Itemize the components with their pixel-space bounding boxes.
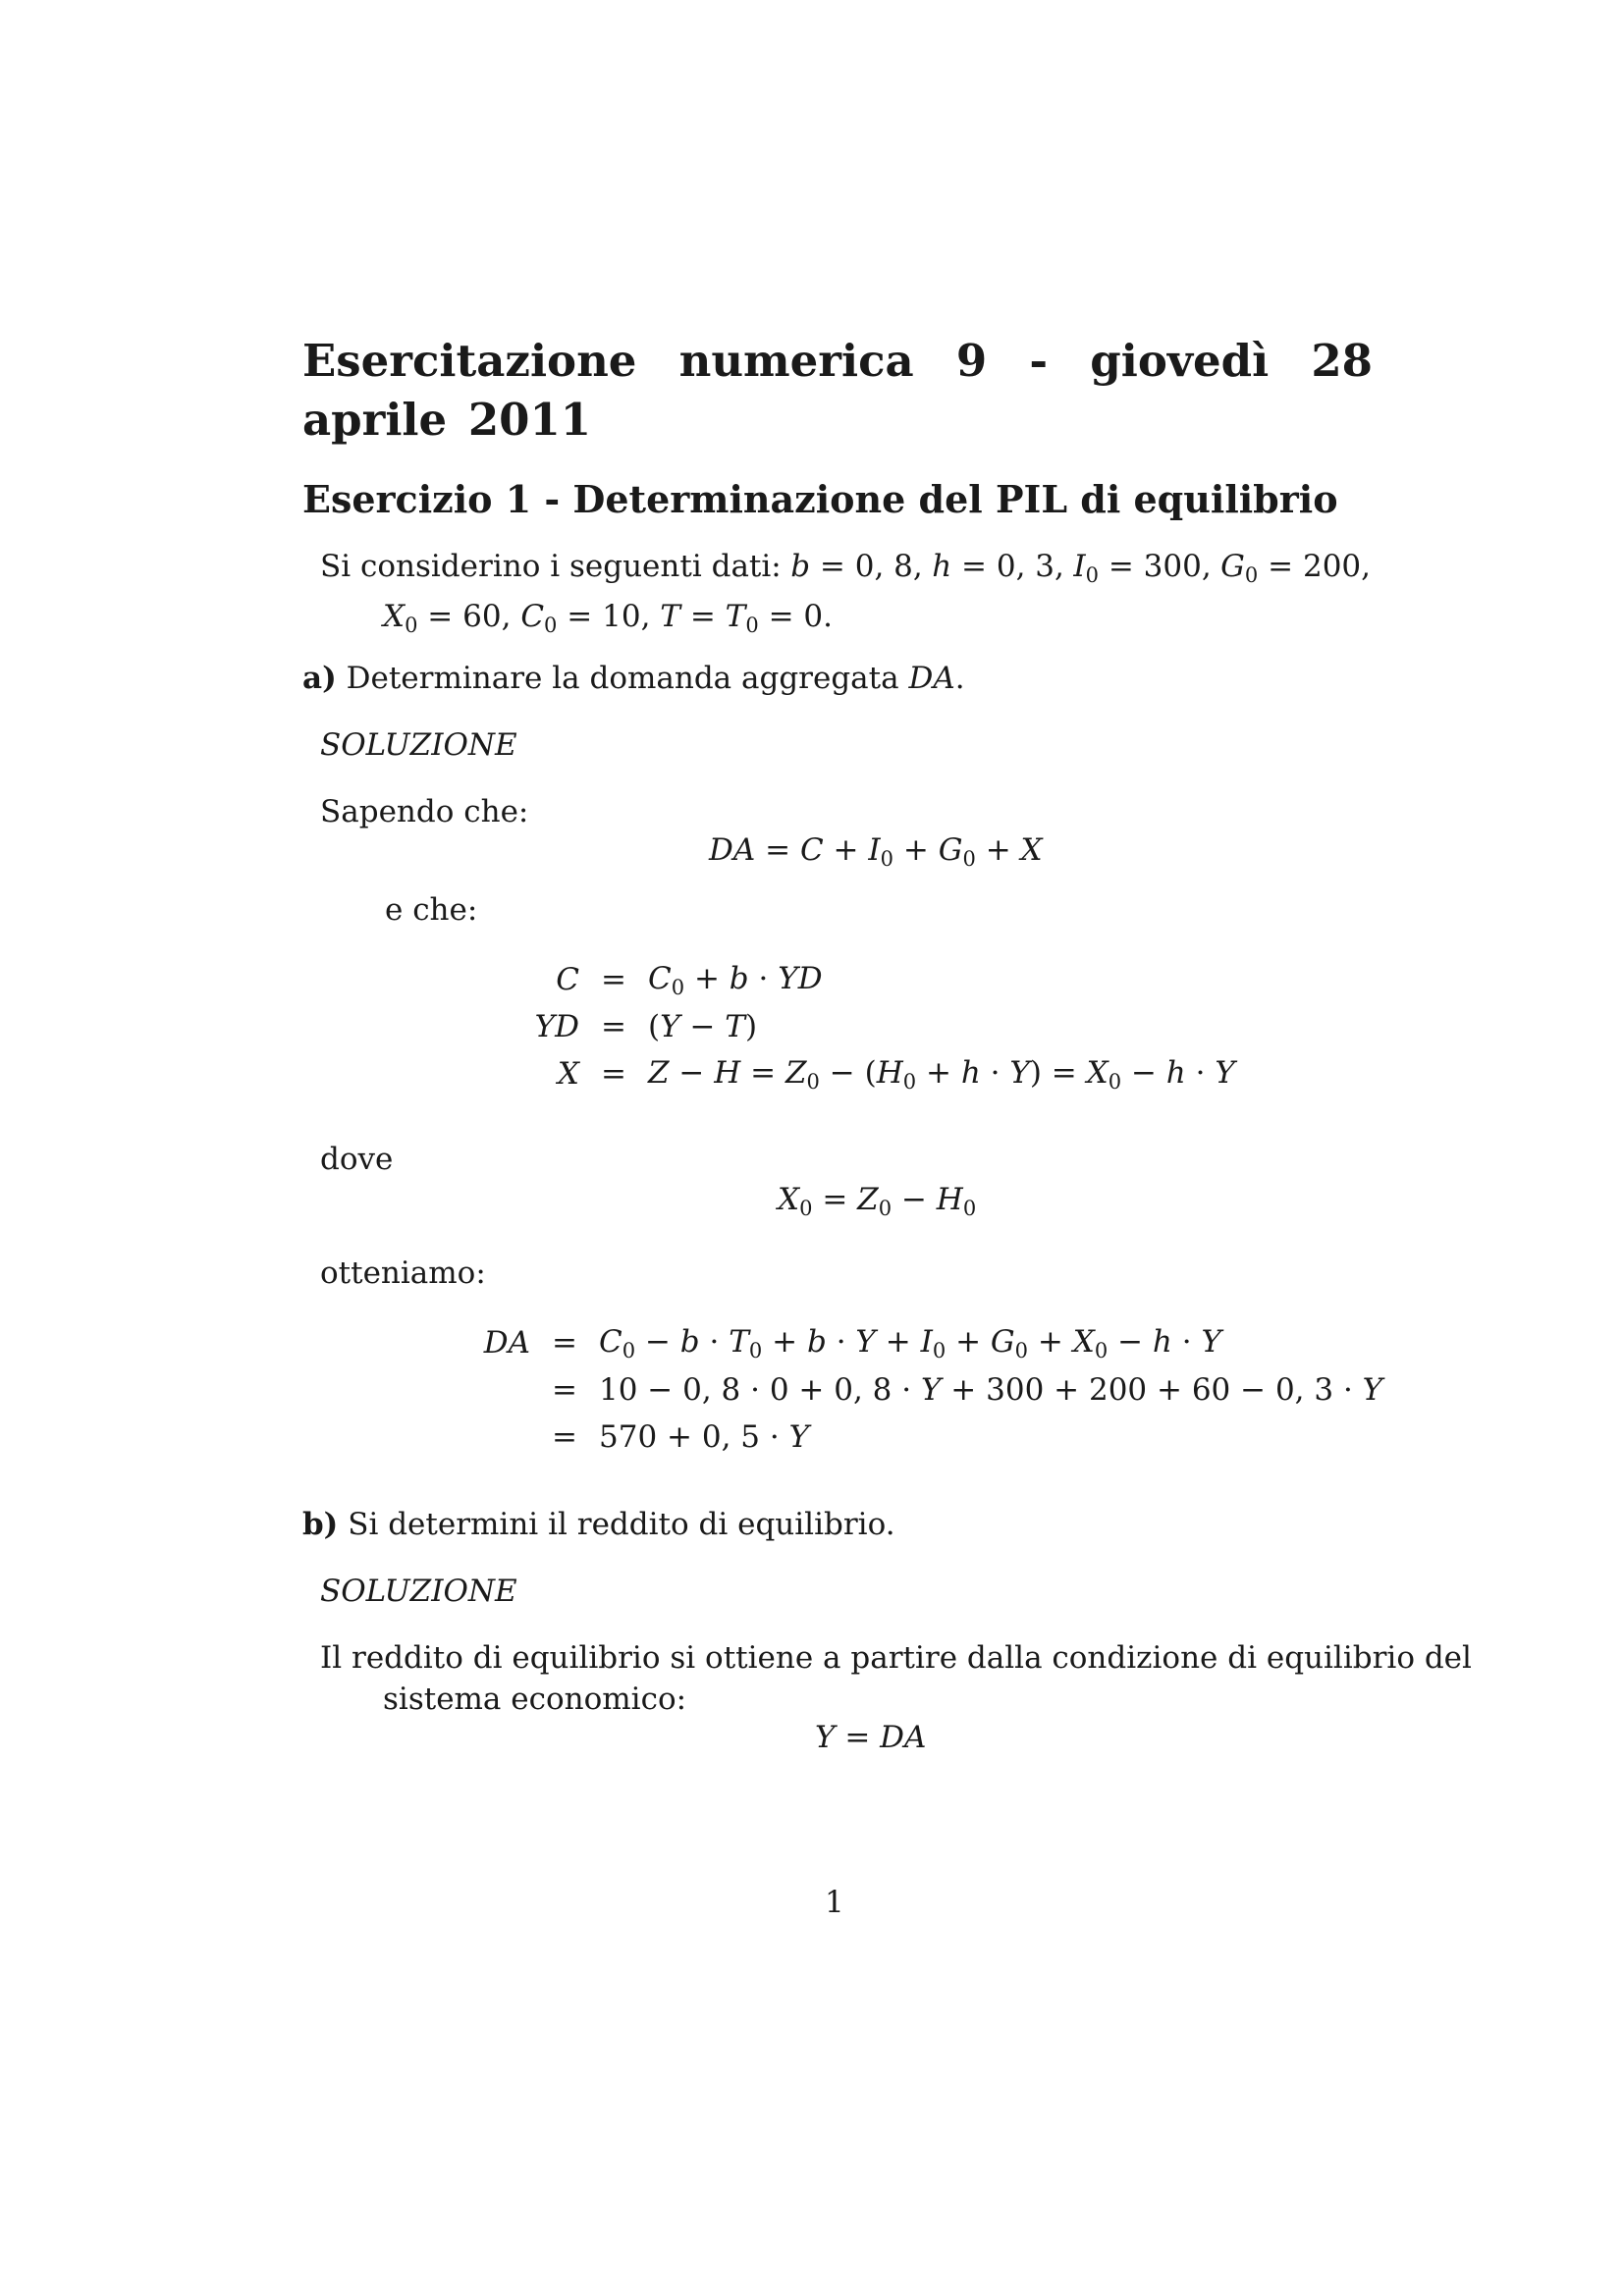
eq-row-x: X = $Z - H = Z_0 - (H_0 + h \cdot Y) = X_0 - h \cdot Y$ <box>557 1054 1235 1094</box>
equation-system <box>511 956 1235 1097</box>
eq-row-c: C = $C_0 + b$ · YD <box>556 960 823 999</box>
equation-equilibrium: Y = DA <box>815 1720 927 1755</box>
we-get-text: otteniamo: <box>320 1255 486 1291</box>
knowing-text: Sapendo che: <box>320 794 529 829</box>
explanation-paragraph <box>320 1637 1472 1720</box>
part-b-text: Si determini il reddito di equilibrio. <box>348 1507 895 1542</box>
equation-da-definition: DA = $C + I_0 + G_0 + X$ <box>709 832 1043 871</box>
section-heading: Esercizio 1 - Determinazione del PIL di equilibrio <box>302 477 1338 521</box>
eq-da-row-1: DA = $C_0 - b \cdot T_0 + b \cdot Y + I_0 + G_0 + X_0 - h \cdot Y$ <box>483 1323 1221 1362</box>
equation-da-derivation <box>461 1319 1382 1461</box>
eq-da-row-3: = 570 + 0, 5 · Y <box>552 1419 810 1455</box>
part-b-label: b) <box>302 1507 339 1542</box>
equation-x0: $X_0 = Z_0 - H_0$ <box>778 1182 977 1220</box>
data-h: h = 0, 3, <box>932 549 1064 584</box>
eq-da-row-2: = 10 − 0, 8 · 0 + 0, 8 · Y + 300 + 200 + 60 − 0, 3 · Y <box>552 1372 1383 1408</box>
eq-row-yd: YD = (Y − T) <box>534 1009 758 1044</box>
solution-label-b: SOLUZIONE <box>320 1574 517 1609</box>
data-g0: $G_0 = 200$, <box>1220 549 1371 587</box>
data-b: b = 0, 8, <box>790 549 923 584</box>
part-b-question <box>302 1504 895 1545</box>
where-text: dove <box>320 1142 394 1177</box>
data-i0: $I_0 = 300$, <box>1073 549 1212 587</box>
explanation-line-1: Il reddito di equilibrio si ottiene a partire dalla condizione di equilibrio del <box>320 1640 1472 1676</box>
data-line-1 <box>320 546 1371 596</box>
part-a-question: a) Determinare la domanda aggregata DA. <box>302 661 965 696</box>
data-intro: Si considerino i seguenti dati: <box>320 549 782 584</box>
explanation-line-2: sistema economico: <box>383 1682 687 1717</box>
data-paragraph <box>320 546 1371 646</box>
solution-label-a: SOLUZIONE <box>320 727 517 763</box>
document-title: Esercitazione numerica 9 - giovedì 28 aprile 2011 <box>302 335 1373 446</box>
part-a-label: a) <box>302 661 337 696</box>
page-number: 1 <box>825 1885 844 1920</box>
part-a-text: Determinare la domanda aggregata <box>346 661 899 696</box>
and-that-text: e che: <box>385 892 478 928</box>
data-line-2: $X_0 = 60$, $C_0 = 10$, $T = T_0 = 0$. <box>383 599 833 637</box>
